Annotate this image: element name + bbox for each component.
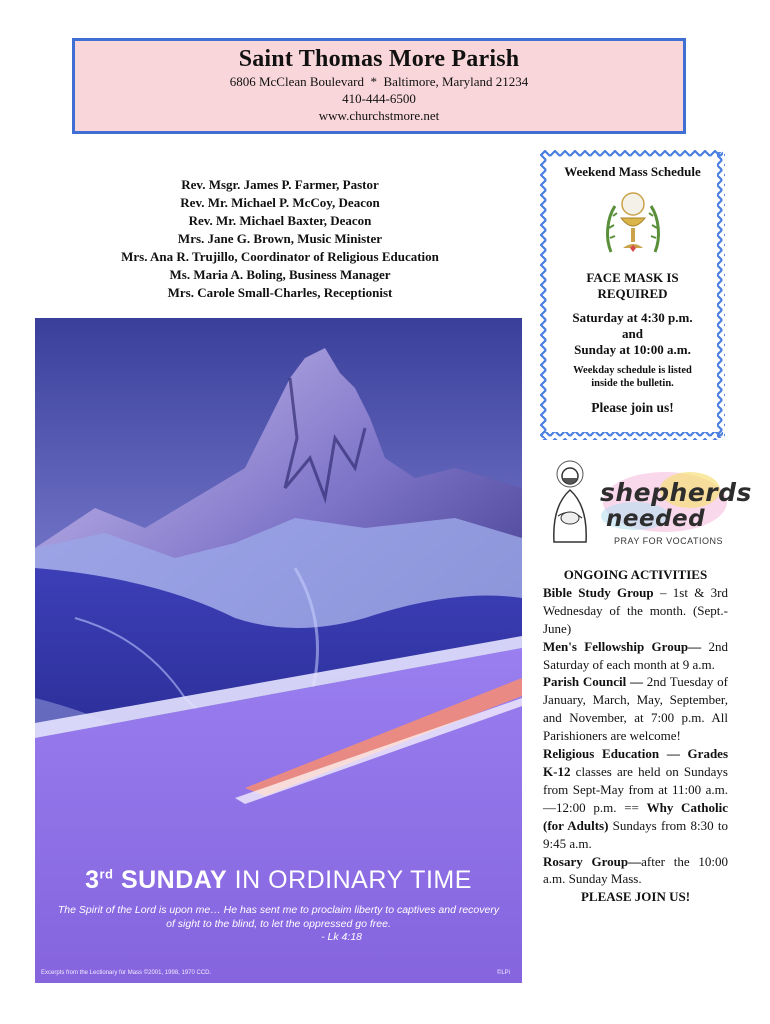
parish-header	[72, 38, 686, 134]
join-us-text: Please join us!	[591, 400, 674, 415]
activity-text: 2nd Saturday of each month at 9 a.m.	[543, 638, 728, 672]
shepherd-figure-icon	[554, 461, 586, 542]
staff-item: Mrs. Ana R. Trujillo, Coordinator of Religious Education	[121, 249, 439, 264]
mask-notice	[552, 270, 713, 302]
weekday-line: inside the bulletin.	[591, 378, 674, 389]
staff-item: Rev. Mr. Michael Baxter, Deacon	[188, 213, 372, 228]
parish-website[interactable]: www.churchstmore.net	[318, 108, 440, 123]
staff-item: Rev. Msgr. James P. Farmer, Pastor	[181, 177, 379, 192]
activity-text: classes are held on Sundays from Sept-May from at 11:00 a.m.—12:00 p.m. ==	[543, 763, 728, 815]
mass-schedule-heading: Weekend Mass Schedule	[564, 164, 701, 179]
parish-phone: 410-444-6500	[342, 91, 416, 106]
mask-line: REQUIRED	[597, 286, 668, 301]
staff-item: Mrs. Jane G. Brown, Music Minister	[177, 231, 383, 246]
chalice-icon	[603, 188, 663, 258]
lectionary-credit: Excerpts from the Lectionary for Mass ©2001, 1998, 1970 CCD.	[41, 970, 212, 976]
activity-text: – 1st & 3rd Wednesday of the month. (Sept.-June)	[543, 584, 728, 636]
staff-item: Rev. Mr. Michael P. McCoy, Deacon	[180, 195, 380, 210]
activity-name: Parish Council —	[543, 674, 643, 690]
parish-address: 6806 McClean Boulevard * Baltimore, Maryland 21234	[229, 74, 529, 89]
parish-title: Saint Thomas More Parish	[238, 46, 520, 72]
activity-text: Sundays from 8:30 to 9:45 a.m.	[543, 817, 728, 851]
scripture-quote: The Spirit of the Lord is upon me… He has sent me to proclaim liberty to captives and recovery of sight to the blind, to let the oppressed go free.	[57, 904, 500, 930]
sunday-ordinal-suffix: rd	[99, 866, 114, 882]
activity-name: Men's Fellowship Group—	[543, 638, 702, 654]
activity-name: Rosary Group—	[543, 853, 642, 869]
cover-caption	[35, 866, 522, 943]
activity-mens-fellowship	[543, 638, 728, 674]
activity-name: Religious Education — Grades K-12	[543, 746, 728, 779]
bulletin-cover-image	[35, 318, 522, 983]
staff-list	[80, 176, 480, 302]
vocations-graphic	[540, 456, 752, 550]
staff-item: Mrs. Carole Small-Charles, Receptionist	[167, 285, 393, 300]
activities-closing: PLEASE JOIN US!	[580, 889, 691, 905]
mass-and: and	[622, 326, 643, 341]
sunday-ordinal: 3	[85, 866, 100, 894]
publisher-credit: ©LPi	[496, 970, 510, 976]
staff-item: Ms. Maria A. Boling, Business Manager	[169, 267, 391, 282]
saturday-mass: Saturday at 4:30 p.m.	[572, 310, 693, 325]
activity-bible-study	[543, 584, 728, 638]
sunday-title	[35, 866, 522, 895]
activity-text: after the 10:00 a.m. Sunday Mass.	[543, 853, 729, 887]
activity-rosary-group	[543, 853, 728, 889]
sunday-word: SUNDAY	[120, 866, 228, 894]
activity-text: 2nd Tuesday of January, March, May, September, and November, at 7:00 p.m. All Parishioners are welcome!	[543, 674, 728, 744]
sunday-mass: Sunday at 10:00 a.m.	[574, 342, 691, 357]
mask-line: FACE MASK IS	[586, 270, 679, 285]
cover-footnote	[41, 970, 510, 976]
ongoing-activities	[543, 566, 728, 906]
activity-parish-council	[543, 673, 728, 745]
activity-religious-education	[543, 745, 728, 852]
weekday-note	[552, 364, 713, 390]
sunday-rest: IN ORDINARY TIME	[227, 866, 472, 894]
pray-for-vocations: PRAY FOR VOCATIONS	[614, 536, 724, 546]
weekday-line: Weekday schedule is listed	[573, 365, 692, 376]
needed-word: needed	[606, 506, 706, 532]
activities-title: ONGOING ACTIVITIES	[563, 567, 708, 582]
mass-schedule-box	[540, 150, 725, 440]
activity-name: Bible Study Group	[543, 584, 654, 600]
mass-times	[552, 310, 713, 358]
shepherds-word: shepherds	[600, 478, 752, 507]
activity-name: Why Catholic (for Adults)	[543, 799, 728, 833]
scripture-reference: - Lk 4:18	[321, 931, 362, 943]
